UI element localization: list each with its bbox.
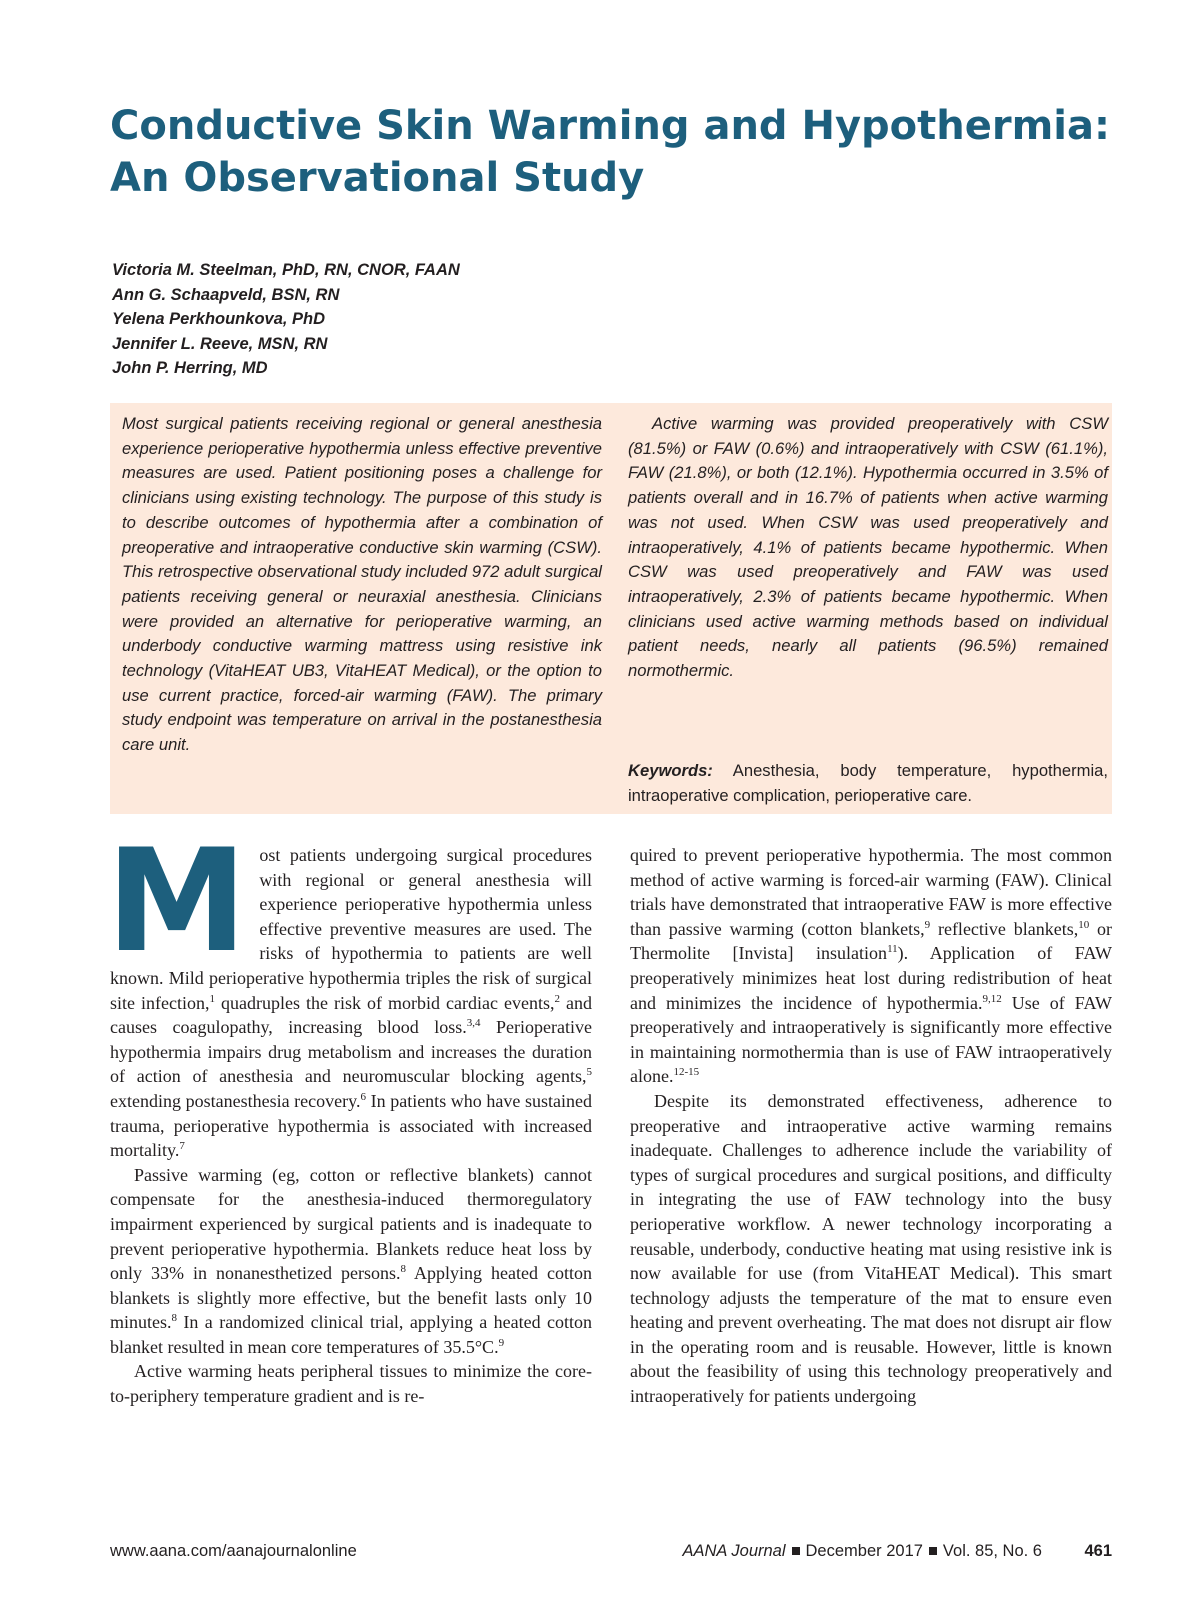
body-paragraph xyxy=(110,1359,592,1408)
citation-ref: 8 xyxy=(171,1312,177,1325)
citation-ref: 5 xyxy=(586,1066,592,1079)
text-segment: Use of FAW preoperatively and intraoperatively is significantly more effective in maintaining normothermia than is use of FAW intraoperatively alone. xyxy=(630,992,1112,1087)
text-segment: ). Application of FAW preoperatively minimizes heat lost during redistribution of heat and minimizes the incidence of hypothermia. xyxy=(630,943,1113,1013)
author-name: John P. Herring, MD xyxy=(112,359,268,377)
title-line-2: An Observational Study xyxy=(110,155,645,201)
citation-ref: 7 xyxy=(179,1140,185,1153)
bullet-separator xyxy=(929,1547,937,1555)
page-number: 461 xyxy=(1084,1542,1112,1560)
body-paragraph xyxy=(106,819,593,1163)
text-segment: In patients who have sustained trauma, perioperative hypothermia is associated with increased mortality. xyxy=(110,1090,593,1161)
citation-ref: 2 xyxy=(554,992,560,1005)
author-name: Victoria M. Steelman, PhD, RN, CNOR, FAAN xyxy=(112,261,460,279)
abstract-right-column: Active warming was provided preoperatively with CSW (81.5%) or FAW (0.6%) and intraoperatively with CSW (61.1%), FAW (21.8%), or both (12.1%). Hypothermia occurred in 3.5% of patients overall and in 16.7% of patients when active warming was not used. When CSW was used preoperatively and intraoperatively, 4.1% of patients became hypothermic. When CSW was used preoperatively and FAW was used intraoperatively, 2.3% of patients became hypothermic. When clinicians used active warming methods based on individual patient needs, nearly all patients (96.5%) remained normothermic. xyxy=(628,414,1108,681)
text-segment: Applying heated cotton blankets is slightly more effective, but the benefit lasts only 10 minutes. xyxy=(110,1263,593,1333)
citation-ref: 1 xyxy=(209,992,215,1005)
issue-date: December 2017 xyxy=(805,1542,923,1560)
journal-url[interactable]: www.aana.com/aanajournalonline xyxy=(110,1542,357,1560)
citation-ref: 9 xyxy=(924,918,931,931)
citation-ref: 9 xyxy=(498,1336,505,1349)
text-segment: quired to prevent perioperative hypothermia. The most common method of active warming is forced-air warming (FAW). Clinical trials have demonstrated that intraoperative FAW is more effective than passive warming (cotton blankets, xyxy=(630,845,1112,939)
article-title xyxy=(110,100,1110,204)
citation-ref: 9,12 xyxy=(982,992,1002,1005)
page-footer xyxy=(110,1542,1112,1566)
text-segment: ost patients undergoing surgical procedures with regional or general anesthesia will experience perioperative hypothermia unless effective preventive measures are used. The risks of hypothermia to patients are well known. Mild perioperative hypothermia triples the risk of surgical site infection, xyxy=(110,845,592,1013)
citation-ref: 10 xyxy=(1078,918,1090,931)
bullet-separator xyxy=(792,1547,800,1555)
author-name: Ann G. Schaapveld, BSN, RN xyxy=(112,285,340,304)
journal-citation xyxy=(682,1542,1042,1561)
text-segment: Active warming heats peripheral tissues to minimize the core-to-periphery temperature gradient and is re- xyxy=(110,1361,592,1407)
text-segment: Passive warming (eg, cotton or reflective blankets) cannot compensate for the anesthesia-induced thermoregulatory impairment experienced by surgical patients and is inadequate to prevent perioperative hypothermia. Blankets reduce heat loss by only 33% in nonanesthetized persons. xyxy=(110,1164,592,1284)
text-segment: In a randomized clinical trial, applying a heated cotton blanket resulted in mean core temperatures of 35.5°C. xyxy=(110,1312,592,1357)
author-name: Jennifer L. Reeve, MSN, RN xyxy=(112,334,328,353)
citation-ref: 11 xyxy=(887,943,898,956)
body-left-column xyxy=(106,819,593,1409)
body-paragraph xyxy=(110,1163,592,1360)
keywords-label: Keywords: xyxy=(628,761,713,780)
body-paragraph xyxy=(630,843,1112,1089)
keywords-text: Anesthesia, body temperature, hypothermia, intraoperative complication, perioperative care. xyxy=(628,761,1109,805)
text-segment: reflective blankets, xyxy=(930,918,1079,939)
drop-cap: M xyxy=(106,819,248,984)
keywords xyxy=(628,759,1108,808)
abstract-box xyxy=(110,403,1112,814)
volume-issue: Vol. 85, No. 6 xyxy=(942,1542,1042,1560)
author-list xyxy=(112,258,460,381)
journal-name: AANA Journal xyxy=(682,1542,786,1560)
body-paragraph xyxy=(630,1089,1112,1409)
author-name: Yelena Perkhounkova, PhD xyxy=(112,310,326,328)
citation-ref: 8 xyxy=(400,1263,406,1276)
text-segment: Despite its demonstrated effectiveness, adherence to preoperative and intraoperative active warming remains inadequate. Challenges to adherence include the variability of types of surgical procedures and surgical positions, and difficulty in integrating the use of FAW technology into the busy perioperative workflow. A newer technology incorporating a reusable, underbody, conductive heating mat using resistive ink is now available for use (from VitaHEAT Medical). This smart technology adjusts the temperature of the mat to ensure even heating and prevent overheating. The mat does not disrupt air flow in the operating room and is reusable. However, little is known about the feasibility of using this technology preoperatively and intraoperatively for patients undergoing xyxy=(630,1090,1112,1407)
citation-ref: 6 xyxy=(360,1090,366,1103)
text-segment: or Thermolite [Invista] insulation xyxy=(630,918,1113,964)
text-segment: and causes coagulopathy, increasing blood loss. xyxy=(110,992,592,1038)
title-line-1: Conductive Skin Warming and Hypothermia: xyxy=(110,103,1110,149)
text-segment: quadruples the risk of morbid cardiac events, xyxy=(214,992,555,1013)
text-segment: Perioperative hypothermia impairs drug metabolism and increases the duration of action of anesthesia and neuromuscular blocking agents, xyxy=(110,1017,592,1087)
citation-ref: 3,4 xyxy=(466,1017,481,1030)
abstract-left-column: Most surgical patients receiving regional or general anesthesia experience perioperative hypothermia unless effective preventive measures are used. Patient positioning poses a challenge for clinicians using existing technology. The purpose of this study is to describe outcomes of hypothermia after a combination of preoperative and intraoperative conductive skin warming (CSW). This retrospective observational study included 972 adult surgical patients receiving general or neuraxial anesthesia. Clinicians were provided an alternative for perioperative warming, an underbody conductive warming mattress using resistive ink technology (VitaHEAT UB3, VitaHEAT Medical), or the option to use current practice, forced-air warming (FAW). The primary study endpoint was temperature on arrival in the postanesthesia care unit. xyxy=(122,414,602,755)
citation-ref: 12-15 xyxy=(673,1066,700,1079)
body-right-column xyxy=(630,843,1112,1409)
text-segment: extending postanesthesia recovery. xyxy=(110,1090,361,1111)
